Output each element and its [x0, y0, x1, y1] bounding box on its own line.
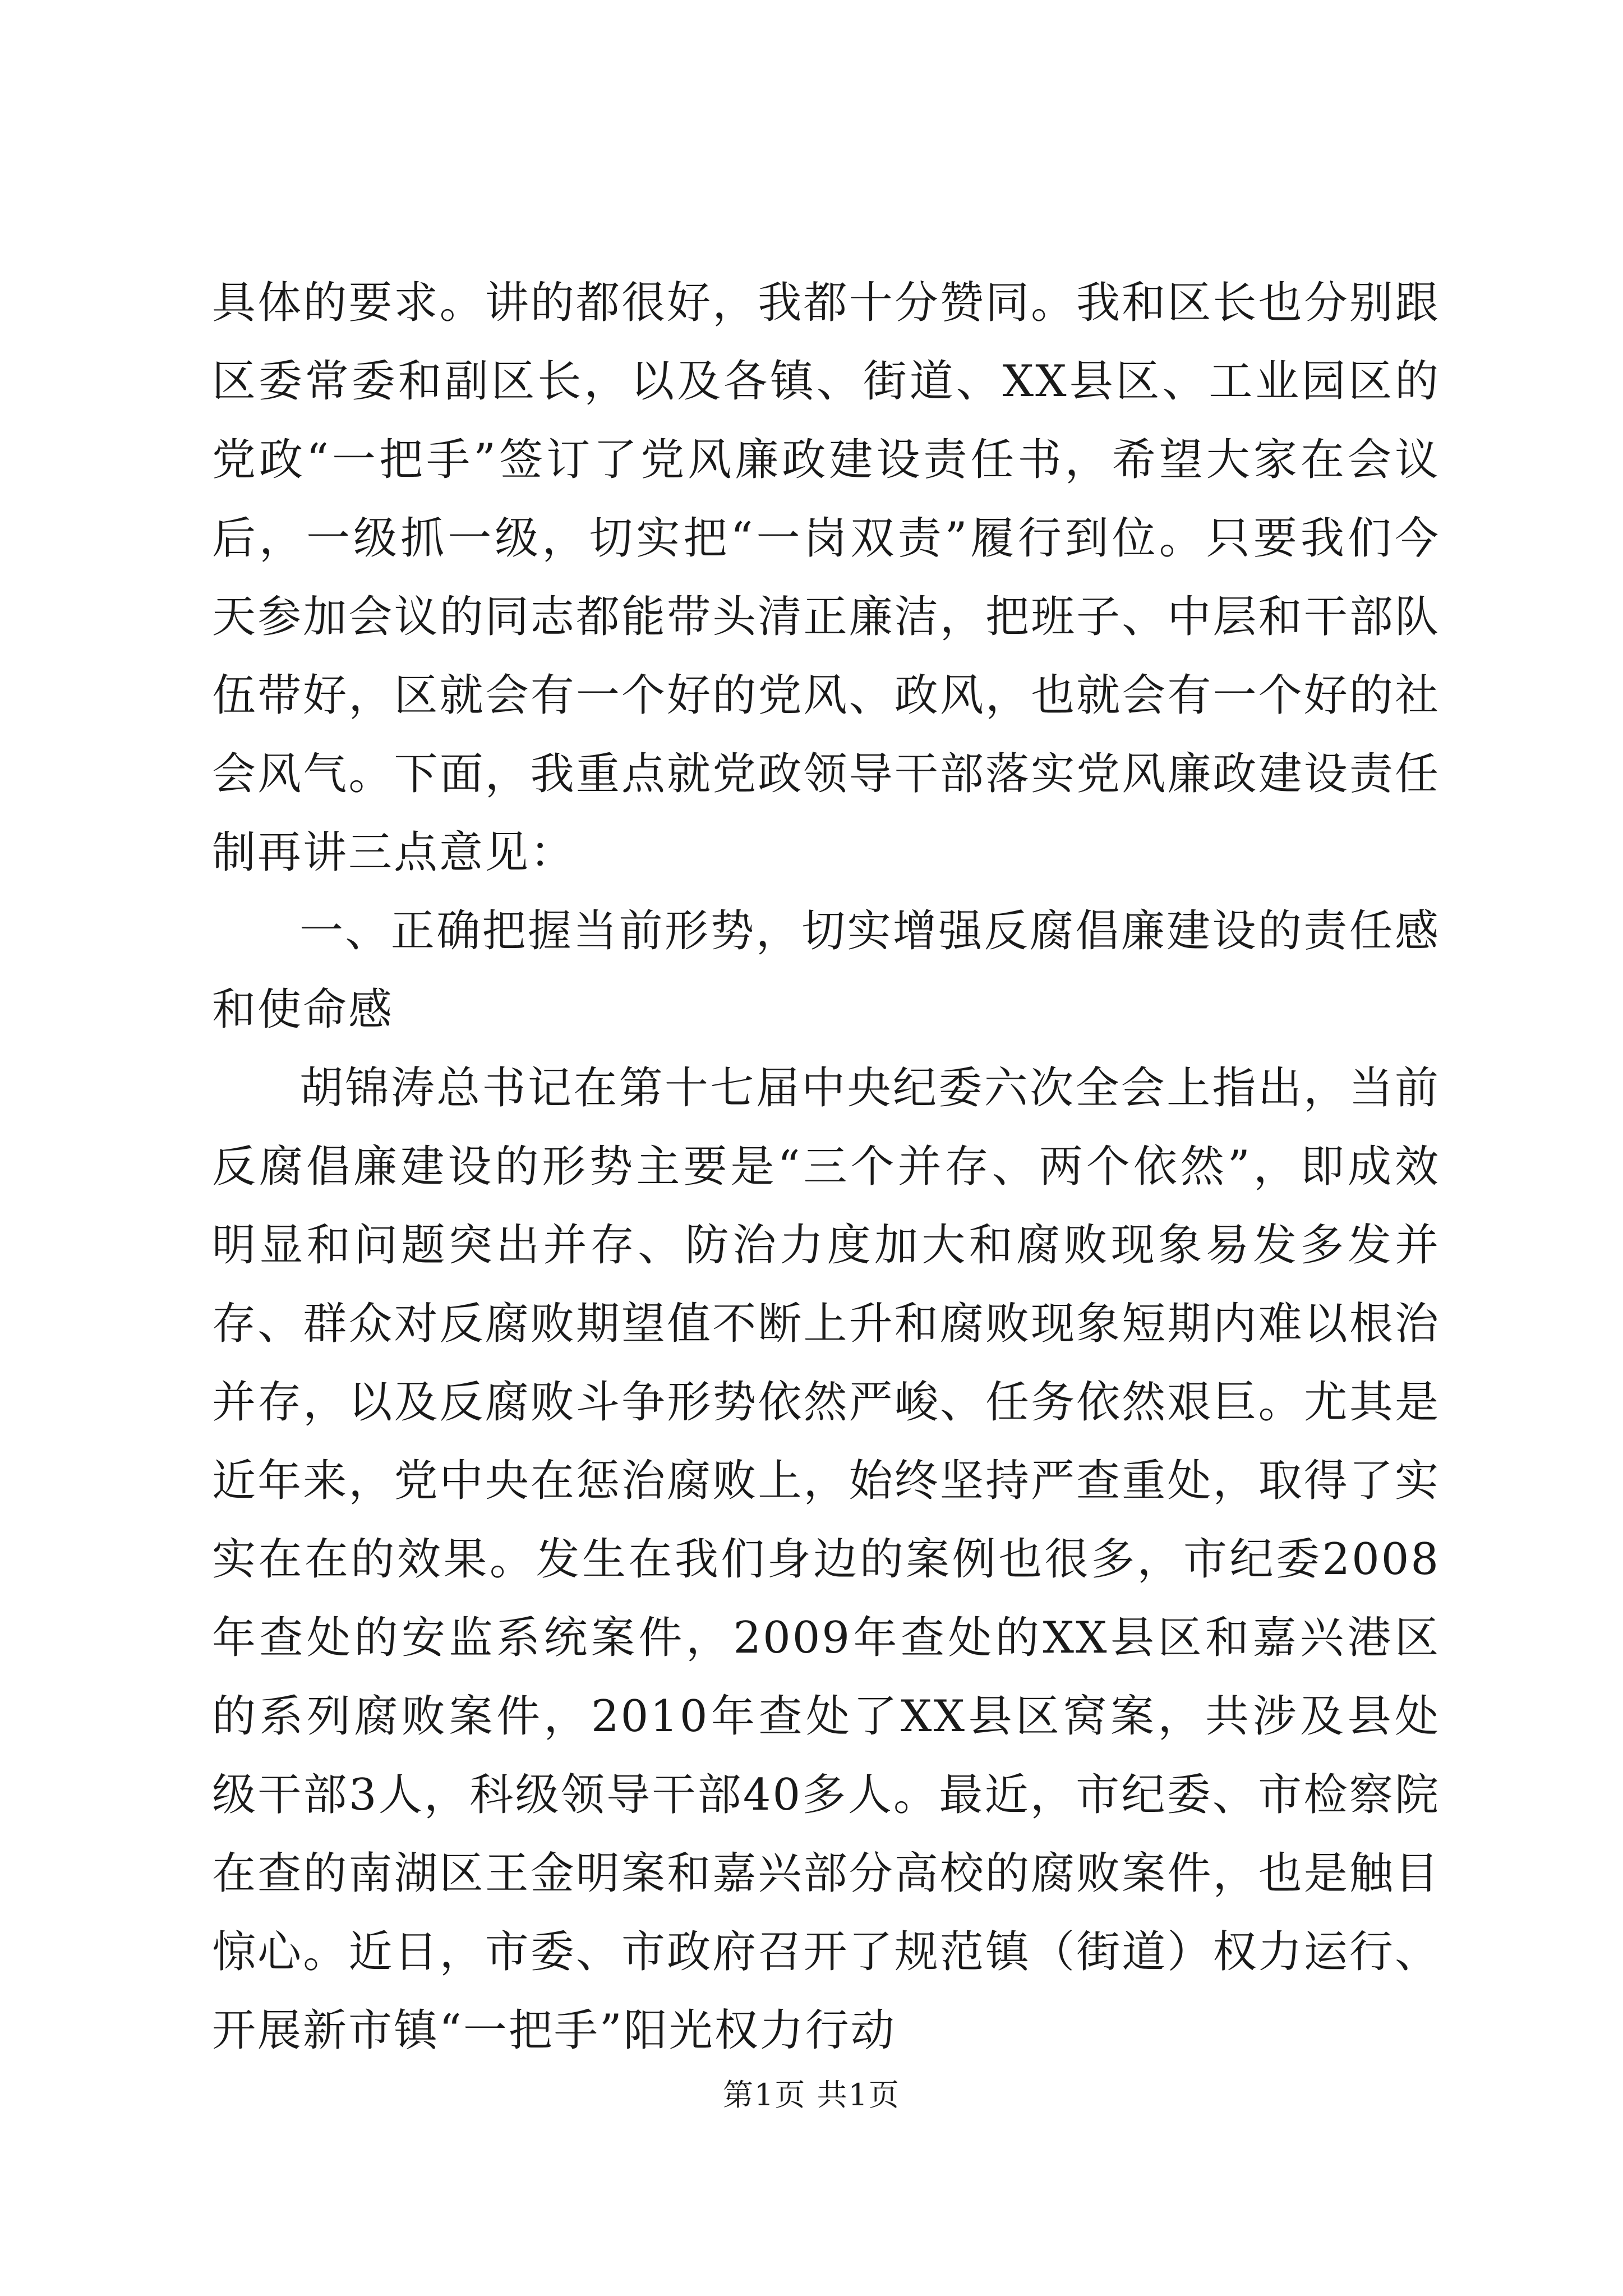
section-heading: 一、正确把握当前形势，切实增强反腐倡廉建设的责任感和使命感	[212, 906, 1440, 1035]
body-paragraph: 胡锦涛总书记在第十七届中央纪委六次全会上指出，当前反腐倡廉建设的形势主要是“三个并存、两个依然”，即成效明显和问题突出并存、防治力度加大和腐败现象易发多发并存、群众对反腐败期望值不断上升和腐败现象短期内难以根治并存，以及反腐败斗争形势依然严峻、任务依然艰巨。尤其是近年来，党中央在惩治腐败上，始终坚持严查重处，取得了实实在在的效果。发生在我们身边的案例也很多，市纪委2008年查处的安监系统案件，2009年查处的XX县区和嘉兴港区的系列腐败案件，2010年查处了XX县区窝案，共涉及县处级干部3人，科级领导干部40多人。最近，市纪委、市检察院在查的南湖区王金明案和嘉兴部分高校的腐败案件，也是触目惊心。近日，市委、市政府召开了规范镇（街道）权力运行、开展新市镇“一把手”阳光权力行动	[212, 1063, 1440, 2056]
page-footer: 第1页 共1页	[723, 2077, 900, 2113]
body-paragraph: 具体的要求。讲的都很好，我都十分赞同。我和区长也分别跟区委常委和副区长，以及各镇、街道、XX县区、工业园区的党政“一把手”签订了党风廉政建设责任书，希望大家在会议后，一级抓一级，切实把“一岗双责”履行到位。只要我们今天参加会议的同志都能带头清正廉洁，把班子、中层和干部队伍带好，区就会有一个好的党风、政风，也就会有一个好的社会风气。下面，我重点就党政领导干部落实党风廉政建设责任制再讲三点意见：	[212, 278, 1440, 878]
document-body	[212, 264, 1440, 2070]
